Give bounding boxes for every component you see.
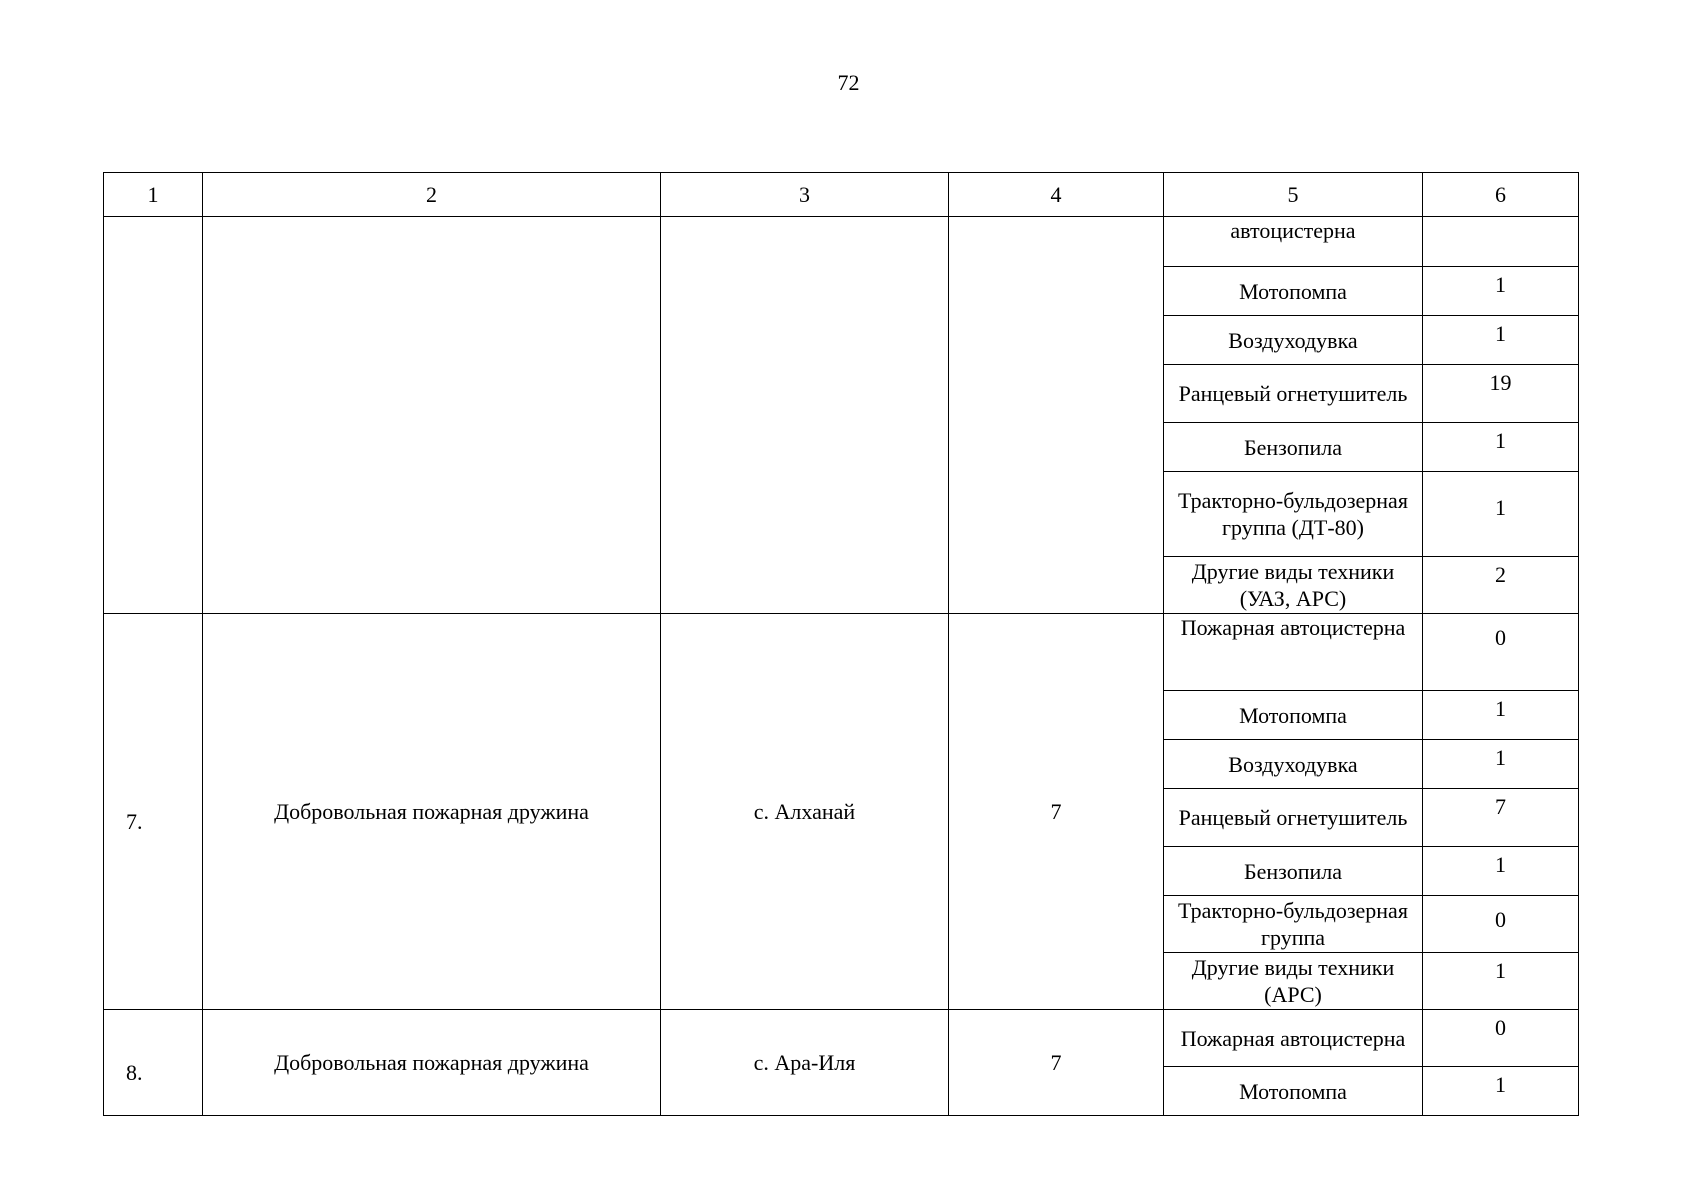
quantity-cell: 0 xyxy=(1423,896,1579,953)
column-header: 2 xyxy=(203,173,661,217)
entry-name-cell: Добровольная пожарная дружина xyxy=(203,614,661,1010)
equipment-cell: Мотопомпа xyxy=(1164,691,1423,740)
equipment-cell: Воздуходувка xyxy=(1164,740,1423,789)
quantity-cell: 0 xyxy=(1423,1010,1579,1067)
column-header: 4 xyxy=(949,173,1164,217)
equipment-cell: Воздуходувка xyxy=(1164,316,1423,365)
equipment-cell: Тракторно-бульдозерная группа xyxy=(1164,896,1423,953)
equipment-cell: Бензопила xyxy=(1164,847,1423,896)
table-row xyxy=(104,1010,1579,1067)
entry-location-cell: с. Ара-Иля xyxy=(661,1010,949,1116)
page-number: 72 xyxy=(837,70,860,95)
table-row xyxy=(104,614,1579,691)
quantity-cell: 19 xyxy=(1423,365,1579,423)
quantity-cell: 1 xyxy=(1423,267,1579,316)
table-header-row xyxy=(104,173,1579,217)
quantity-cell: 1 xyxy=(1423,1067,1579,1116)
entry-number-cell xyxy=(104,1010,203,1116)
entry-name-cell: Добровольная пожарная дружина xyxy=(203,1010,661,1116)
equipment-cell: Другие виды техники (УАЗ, АРС) xyxy=(1164,557,1423,614)
quantity-cell: 1 xyxy=(1423,953,1579,1010)
equipment-cell: Мотопомпа xyxy=(1164,1067,1423,1116)
entry-count-cell: 7 xyxy=(949,1010,1164,1116)
quantity-cell: 1 xyxy=(1423,740,1579,789)
column-header: 5 xyxy=(1164,173,1423,217)
quantity-cell xyxy=(1423,217,1579,267)
entry-name-cell xyxy=(203,217,661,614)
entry-count-cell xyxy=(949,217,1164,614)
equipment-cell: Бензопила xyxy=(1164,423,1423,472)
equipment-cell: Ранцевый огнетушитель xyxy=(1164,789,1423,847)
equipment-cell: Тракторно-бульдозерная группа (ДТ-80) xyxy=(1164,472,1423,557)
quantity-cell: 2 xyxy=(1423,557,1579,614)
equipment-cell: Мотопомпа xyxy=(1164,267,1423,316)
entry-location-cell xyxy=(661,217,949,614)
equipment-cell: Другие виды техники (АРС) xyxy=(1164,953,1423,1010)
quantity-cell: 1 xyxy=(1423,316,1579,365)
entry-number-cell xyxy=(104,614,203,1010)
entry-number: 7. xyxy=(126,809,143,834)
equipment-cell: Ранцевый огнетушитель xyxy=(1164,365,1423,423)
table-row xyxy=(104,217,1579,267)
entry-count-cell: 7 xyxy=(949,614,1164,1010)
equipment-cell: Пожарная автоцистерна xyxy=(1164,1010,1423,1067)
quantity-cell: 1 xyxy=(1423,847,1579,896)
equipment-cell: автоцистерна xyxy=(1164,217,1423,267)
quantity-cell: 7 xyxy=(1423,789,1579,847)
column-header: 6 xyxy=(1423,173,1579,217)
column-header: 3 xyxy=(661,173,949,217)
quantity-cell: 0 xyxy=(1423,614,1579,691)
entry-number: 8. xyxy=(126,1060,143,1085)
entry-location-cell: с. Алханай xyxy=(661,614,949,1010)
equipment-table xyxy=(103,172,1579,1116)
quantity-cell: 1 xyxy=(1423,691,1579,740)
quantity-cell: 1 xyxy=(1423,423,1579,472)
entry-number-cell xyxy=(104,217,203,614)
equipment-cell: Пожарная автоцистерна xyxy=(1164,614,1423,691)
quantity-cell: 1 xyxy=(1423,472,1579,557)
column-header: 1 xyxy=(104,173,203,217)
